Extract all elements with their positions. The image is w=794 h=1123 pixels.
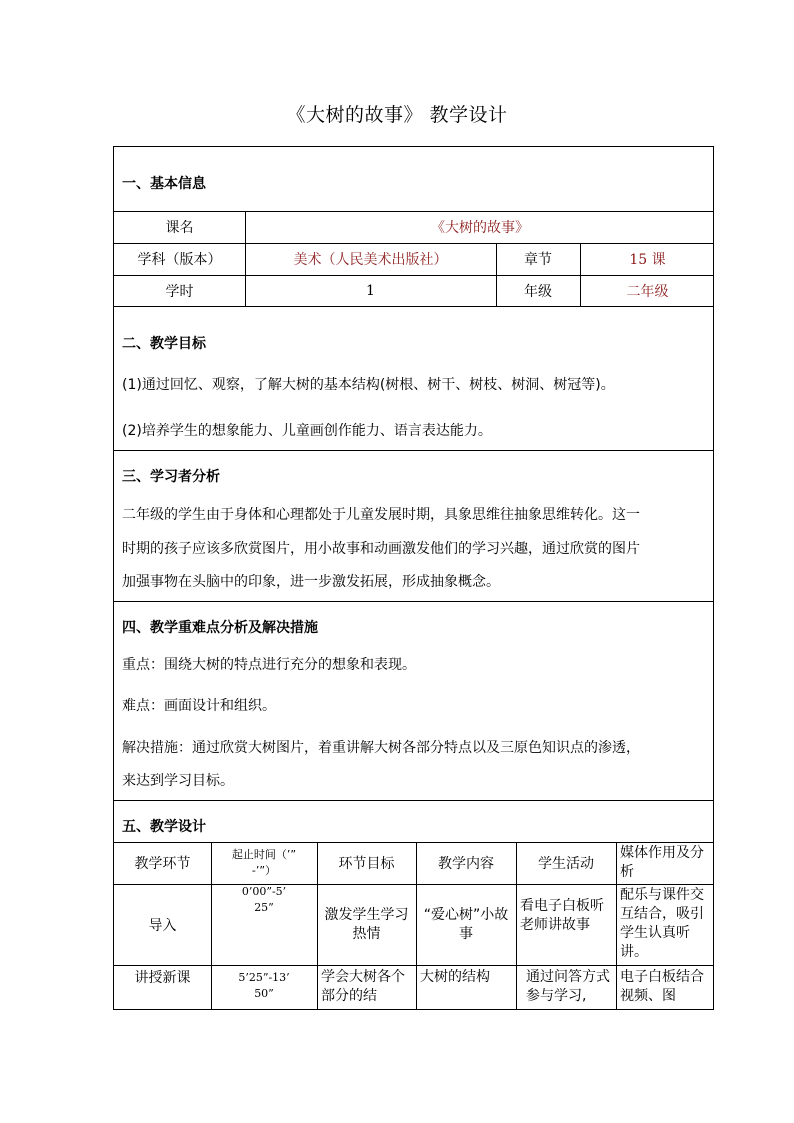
course-value: 《大树的故事》 [431, 220, 529, 236]
learner-analysis-line-3: 加强事物在头脑中的印象，进一步激发拓展，形成抽象概念。 [122, 574, 500, 590]
divider [114, 601, 713, 602]
row-1-goal: 激发学生学习热情 [324, 906, 409, 942]
section-5-heading: 五、教学设计 [122, 819, 206, 835]
row-1-media: 配乐与课件交互结合，吸引学生认真听讲。 [620, 887, 704, 960]
row-1-content: “爱心树”小故事 [423, 906, 509, 942]
section-3-heading: 三、学习者分析 [122, 469, 220, 485]
row-2-stage: 讲授新课 [134, 970, 191, 986]
header-activity: 学生活动 [538, 856, 594, 872]
row-1-time [211, 885, 317, 915]
learner-analysis-line-2: 时期的孩子应该多欣赏图片，用小故事和动画激发他们的学习兴趣，通过欣赏的图片 [122, 541, 640, 557]
header-goal: 环节目标 [338, 856, 395, 872]
subject-value: 美术（人民美术出版社） [293, 252, 448, 268]
header-content: 教学内容 [438, 856, 494, 872]
objective-item-2: (2)培养学生的想象能力、儿童画创作能力、语言表达能力。 [122, 423, 492, 439]
section-4-heading: 四、教学重难点分析及解决措施 [122, 620, 318, 636]
course-label: 课名 [165, 220, 194, 236]
divider [114, 800, 713, 801]
row-2-media: 电子白板结合视频、图 [620, 969, 704, 1004]
section-1-heading: 一、基本信息 [122, 176, 206, 192]
row-2-content: 大树的结构 [420, 969, 490, 985]
difficulty: 难点：画面设计和组织。 [122, 698, 276, 714]
divider [114, 450, 713, 451]
divider [114, 965, 713, 966]
header-stage: 教学环节 [134, 856, 191, 872]
header-time-line-2: -’”） [251, 864, 277, 877]
grade-label: 年级 [524, 283, 552, 300]
grade-value: 二年级 [626, 283, 669, 300]
header-media: 媒体作用及分析 [620, 845, 704, 880]
hours-label: 学时 [165, 283, 194, 300]
row-2-goal: 学会大树各个部分的结 [321, 969, 405, 1004]
key-point: 重点：围绕大树的特点进行充分的想象和表现。 [122, 657, 416, 673]
subject-label: 学科（版本） [137, 252, 222, 268]
row-1-activity: 看电子白板听老师讲故事 [520, 898, 604, 933]
header-time [211, 842, 317, 884]
objective-item-1: (1)通过回忆、观察，了解大树的基本结构(树根、树干、树枝、树洞、树冠等)。 [122, 377, 615, 393]
section-2-heading: 二、教学目标 [122, 336, 206, 352]
solution-line-1: 解决措施：通过欣赏大树图片，着重讲解大树各部分特点以及三原色知识点的渗透， [122, 740, 640, 756]
document-title: 《大树的故事》 教学设计 [286, 104, 508, 126]
row-2-time-line-2: 50” [254, 987, 274, 1000]
lesson-plan-table [113, 146, 714, 1010]
hours-value: 1 [366, 282, 375, 299]
row-1-stage: 导入 [148, 917, 177, 934]
learner-analysis-line-1: 二年级的学生由于身体和心理都处于儿童发展时期，具象思维往抽象思维转化。这一 [122, 507, 640, 523]
row-1-time-line-2: 25” [254, 901, 274, 914]
row-2-time [211, 969, 317, 1003]
chapter-value: 15 课 [629, 252, 666, 268]
row-2-time-line-1: 5’25”-13’ [238, 971, 290, 984]
divider [114, 306, 713, 307]
chapter-label: 章节 [524, 252, 552, 268]
row-2-activity: 通过问答方式参与学习, [526, 969, 610, 1004]
header-time-line-1: 起止时间（’” [231, 848, 297, 861]
solution-line-2: 来达到学习目标。 [122, 773, 234, 789]
row-1-time-line-1: 0’00”-5’ [241, 885, 287, 898]
